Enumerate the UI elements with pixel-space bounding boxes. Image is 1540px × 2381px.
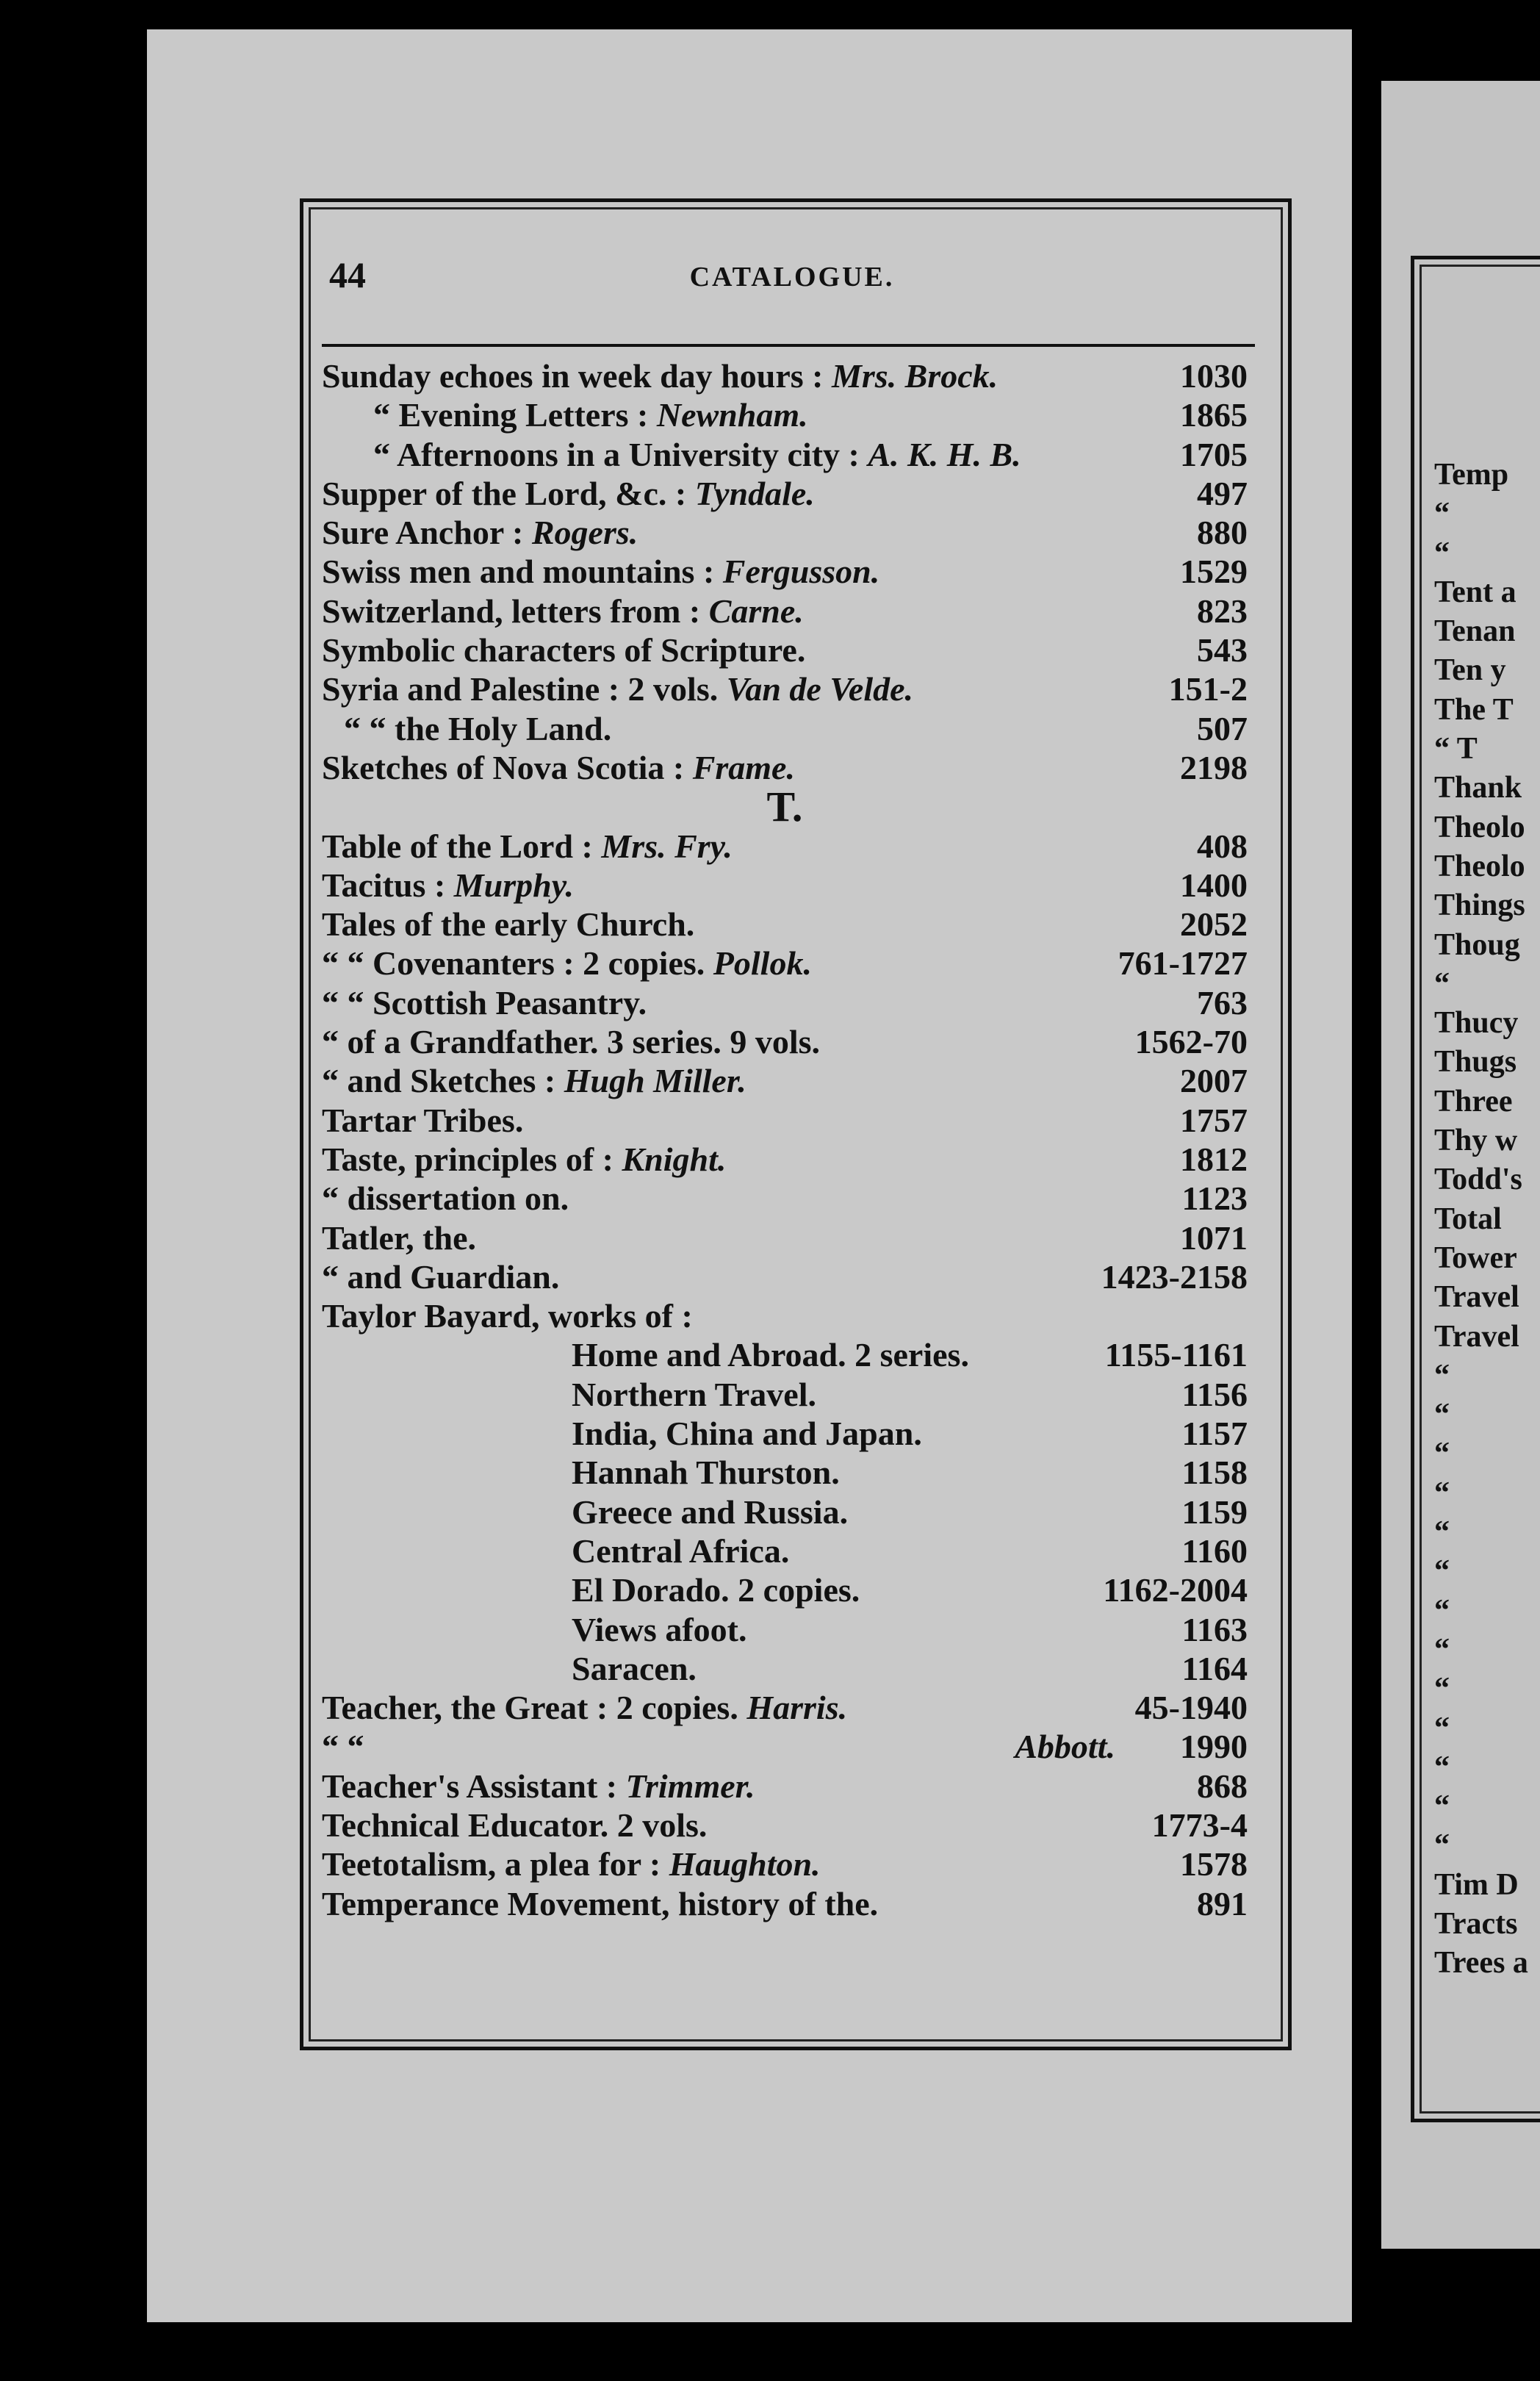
adjacent-entry-fragment: “: [1434, 966, 1450, 1001]
entry-number: 1162-2004: [1103, 1571, 1248, 1609]
entry-author: Frame.: [692, 748, 795, 786]
catalogue-entry: [322, 1806, 1248, 1845]
entry-number: 1071: [1180, 1218, 1248, 1257]
entry-title: Saracen.: [572, 1649, 697, 1687]
entry-title: Northern Travel.: [572, 1375, 817, 1413]
catalogue-entry: [322, 1061, 1248, 1100]
adjacent-entry-fragment: Theolo: [1434, 810, 1525, 844]
entry-title: Sketches of Nova Scotia : Frame.: [322, 748, 795, 786]
catalogue-entry: [322, 513, 1248, 552]
entry-number: 2052: [1180, 905, 1248, 944]
catalogue-entry: [322, 1570, 1248, 1609]
entry-title: Switzerland, letters from : Carne.: [322, 592, 804, 630]
entry-title: Sunday echoes in week day hours : Mrs. Brock.: [322, 357, 999, 395]
catalogue-entry: [322, 552, 1248, 591]
entry-number: 2198: [1180, 748, 1248, 786]
catalogue-entry: [322, 1884, 1248, 1923]
catalogue-entry: [322, 1767, 1248, 1806]
entry-author: Abbott.: [1015, 1728, 1115, 1766]
catalogue-entry: [322, 1375, 1248, 1414]
entry-author: Hugh Miller.: [564, 1062, 746, 1100]
entry-author: Murphy.: [453, 866, 574, 904]
adjacent-entry-fragment: Theolo: [1434, 849, 1525, 883]
entry-number: 880: [1197, 514, 1248, 552]
entry-title: “ and Guardian.: [322, 1257, 560, 1296]
catalogue-entry: [322, 1179, 1248, 1218]
catalogue-entry: [322, 709, 1248, 748]
entry-number: 1158: [1181, 1454, 1248, 1492]
entry-author: Fergusson.: [722, 553, 880, 591]
adjacent-entry-fragment: “: [1434, 1554, 1450, 1589]
entry-title: Central Africa.: [572, 1531, 790, 1570]
catalogue-entry: [322, 474, 1248, 513]
entry-title: India, China and Japan.: [572, 1415, 922, 1453]
adjacent-entry-fragment: Things: [1434, 888, 1525, 923]
adjacent-entry-fragment: The T: [1434, 692, 1514, 727]
entry-title: Supper of the Lord, &c. : Tyndale.: [322, 474, 815, 512]
entry-number: 497: [1197, 474, 1248, 512]
entry-title: Tatler, the.: [322, 1218, 476, 1257]
entry-number: 1529: [1180, 553, 1248, 591]
entry-title: Greece and Russia.: [572, 1493, 849, 1531]
entry-author: Tyndale.: [694, 474, 815, 512]
adjacent-entry-fragment: “: [1434, 1476, 1450, 1510]
entry-number: 1159: [1181, 1493, 1248, 1531]
entry-title: “ dissertation on.: [322, 1179, 569, 1218]
catalogue-entry: [322, 1493, 1248, 1531]
entry-title: Taste, principles of : Knight.: [322, 1140, 727, 1178]
entry-number: 543: [1197, 631, 1248, 669]
adjacent-page-fragment: [1381, 81, 1540, 2249]
adjacent-entry-fragment: Thoug: [1434, 927, 1520, 962]
catalogue-entry: [322, 1335, 1248, 1374]
entry-number: 1030: [1180, 357, 1248, 395]
adjacent-entry-fragment: “: [1434, 536, 1450, 570]
entry-number: 1865: [1180, 396, 1248, 434]
entry-author: Harris.: [746, 1689, 848, 1727]
entry-title: “ “: [322, 1728, 364, 1766]
entry-number: 1123: [1181, 1179, 1248, 1218]
adjacent-entry-fragment: Thucy: [1434, 1006, 1519, 1041]
entry-number: 763: [1197, 983, 1248, 1021]
catalogue-entry: [322, 1140, 1248, 1179]
entry-number: 1757: [1180, 1101, 1248, 1139]
entry-number: 1164: [1181, 1649, 1248, 1687]
adjacent-entry-fragment: Total: [1434, 1202, 1502, 1236]
entry-number: 1155-1161: [1104, 1336, 1248, 1374]
entry-title: Swiss men and mountains : Fergusson.: [322, 553, 880, 591]
adjacent-entry-fragment: “: [1434, 1828, 1450, 1863]
entry-author: Haughton.: [669, 1845, 821, 1883]
entry-number: 868: [1197, 1767, 1248, 1805]
catalogue-content: [300, 198, 1284, 2043]
entry-author: Pollok.: [713, 944, 812, 983]
page-header: [329, 254, 1255, 298]
catalogue-entry: [322, 866, 1248, 905]
entry-number: 1773-4: [1151, 1806, 1248, 1844]
adjacent-entry-fragment: Thugs: [1434, 1045, 1517, 1080]
catalogue-entry: [322, 356, 1248, 395]
catalogue-entry: [322, 1845, 1248, 1883]
entry-title: Tacitus : Murphy.: [322, 866, 574, 904]
catalogue-entry: [322, 1257, 1248, 1296]
entry-title: “ “ the Holy Land.: [344, 709, 612, 747]
adjacent-entry-fragment: Trees a: [1434, 1946, 1528, 1980]
adjacent-entry-fragment: Tim D: [1434, 1867, 1519, 1902]
adjacent-entry-fragment: Tower: [1434, 1240, 1517, 1275]
entry-author: Rogers.: [531, 514, 638, 552]
adjacent-entry-fragment: “: [1434, 1358, 1450, 1393]
entry-number: 1423-2158: [1101, 1257, 1248, 1296]
entry-title: Teacher's Assistant : Trimmer.: [322, 1767, 755, 1805]
entry-title: Views afoot.: [572, 1610, 747, 1648]
entry-number: 2007: [1180, 1062, 1248, 1100]
catalogue-entry: [322, 1649, 1248, 1688]
entry-title: Teetotalism, a plea for : Haughton.: [322, 1845, 821, 1883]
adjacent-entry-fragment: “: [1434, 1750, 1450, 1784]
adjacent-entry-fragment: “: [1434, 1672, 1450, 1706]
page-title: CATALOGUE.: [689, 262, 895, 292]
entry-number: 45-1940: [1134, 1689, 1248, 1727]
entry-number: 1990: [1180, 1728, 1248, 1766]
adjacent-entry-fragment: Ten y: [1434, 653, 1506, 688]
entry-author: Knight.: [622, 1140, 727, 1178]
entry-title: Symbolic characters of Scripture.: [322, 631, 806, 669]
entry-number: 1812: [1180, 1140, 1248, 1178]
catalogue-entry: [322, 435, 1248, 474]
entry-title: Technical Educator. 2 vols.: [322, 1806, 708, 1844]
entry-number: 1157: [1181, 1415, 1248, 1453]
adjacent-entry-fragment: “: [1434, 1437, 1450, 1471]
catalogue-entry: [322, 983, 1248, 1022]
catalogue-entry: [322, 1414, 1248, 1453]
adjacent-entry-fragment: Three: [1434, 1084, 1513, 1118]
entry-title: T.: [766, 783, 803, 831]
adjacent-entry-fragment: “: [1434, 1632, 1450, 1667]
adjacent-entry-fragment: “ T: [1434, 732, 1478, 766]
entry-number: 1160: [1181, 1531, 1248, 1570]
adjacent-entry-fragment: Thy w: [1434, 1124, 1518, 1158]
adjacent-entry-fragment: “: [1434, 1398, 1450, 1432]
entry-title: Syria and Palestine : 2 vols. Van de Velde.: [322, 670, 914, 708]
catalogue-entry: [322, 631, 1248, 669]
entry-title: “ Afternoons in a University city : A. K. H. B.: [373, 435, 1021, 473]
section-letter: [322, 783, 1248, 831]
adjacent-entry-fragment: Thank: [1434, 771, 1522, 805]
entry-title: “ Evening Letters : Newnham.: [373, 396, 808, 434]
entry-author: Trimmer.: [625, 1767, 755, 1805]
entry-number: 1578: [1180, 1845, 1248, 1883]
page-number: 44: [329, 254, 366, 295]
entry-number: 408: [1197, 827, 1248, 865]
entry-title: Table of the Lord : Mrs. Fry.: [322, 827, 733, 865]
catalogue-entry: [322, 1296, 1248, 1335]
entry-author: Mrs. Brock.: [831, 357, 999, 395]
entry-author: Carne.: [708, 592, 804, 630]
catalogue-entry: [322, 1531, 1248, 1570]
adjacent-entry-fragment: Temp: [1434, 458, 1509, 492]
adjacent-entry-fragment: Tent a: [1434, 575, 1516, 609]
catalogue-entry: [322, 592, 1248, 631]
adjacent-page-entries: [1434, 456, 1537, 1983]
entry-number: 891: [1197, 1884, 1248, 1922]
entry-title: El Dorado. 2 copies.: [572, 1571, 860, 1609]
entry-title: “ “ Scottish Peasantry.: [322, 983, 647, 1021]
catalogue-entry: [322, 1218, 1248, 1257]
adjacent-entry-fragment: Tenan: [1434, 614, 1516, 649]
catalogue-entry: [322, 905, 1248, 944]
entry-author: A. K. H. B.: [868, 435, 1021, 473]
entry-title: Tales of the early Church.: [322, 905, 695, 944]
adjacent-entry-fragment: “: [1434, 497, 1450, 531]
entry-number: 1156: [1181, 1375, 1248, 1413]
adjacent-entry-fragment: “: [1434, 1711, 1450, 1745]
catalogue-entry: [322, 1610, 1248, 1649]
entry-title: “ “ Covenanters : 2 copies. Pollok.: [322, 944, 812, 983]
catalogue-entry: [322, 827, 1248, 866]
catalogue-entries: [322, 356, 1248, 1923]
entry-number: 507: [1197, 709, 1248, 747]
entry-title: Tartar Tribes.: [322, 1101, 524, 1139]
entry-number: 1163: [1181, 1610, 1248, 1648]
adjacent-entry-fragment: “: [1434, 1789, 1450, 1824]
entry-title: “ and Sketches : Hugh Miller.: [322, 1062, 746, 1100]
entry-title: Teacher, the Great : 2 copies. Harris.: [322, 1689, 848, 1727]
catalogue-entry: [322, 669, 1248, 708]
entry-number: 1705: [1180, 435, 1248, 473]
entry-title: Temperance Movement, history of the.: [322, 1884, 879, 1922]
catalogue-entry: [322, 395, 1248, 434]
adjacent-entry-fragment: “: [1434, 1593, 1450, 1628]
catalogue-entry: [322, 1688, 1248, 1727]
catalogue-entry: [322, 1727, 1248, 1766]
entry-title: Taylor Bayard, works of :: [322, 1297, 693, 1335]
entry-author: Van de Velde.: [726, 670, 914, 708]
entry-title: Hannah Thurston.: [572, 1454, 840, 1492]
entry-title: Sure Anchor : Rogers.: [322, 514, 638, 552]
catalogue-entry: [322, 1022, 1248, 1061]
entry-number: 1562-70: [1134, 1023, 1248, 1061]
entry-title: Home and Abroad. 2 series.: [572, 1336, 969, 1374]
header-rule: [322, 344, 1255, 347]
adjacent-entry-fragment: “: [1434, 1515, 1450, 1550]
adjacent-entry-fragment: Tracts: [1434, 1906, 1518, 1941]
catalogue-entry: [322, 748, 1248, 787]
entry-number: 1400: [1180, 866, 1248, 904]
catalogue-entry: [322, 1453, 1248, 1492]
entry-number: 823: [1197, 592, 1248, 630]
entry-author: Newnham.: [656, 396, 808, 434]
entry-title: “ of a Grandfather. 3 series. 9 vols.: [322, 1023, 821, 1061]
adjacent-entry-fragment: Travel: [1434, 1319, 1519, 1354]
catalogue-entry: [322, 1101, 1248, 1140]
adjacent-entry-fragment: Travel: [1434, 1280, 1519, 1315]
adjacent-entry-fragment: Todd's: [1434, 1163, 1522, 1197]
entry-author: Mrs. Fry.: [601, 827, 733, 865]
entry-number: 151-2: [1168, 670, 1248, 708]
catalogue-entry: [322, 944, 1248, 983]
entry-number: 761-1727: [1118, 944, 1248, 983]
